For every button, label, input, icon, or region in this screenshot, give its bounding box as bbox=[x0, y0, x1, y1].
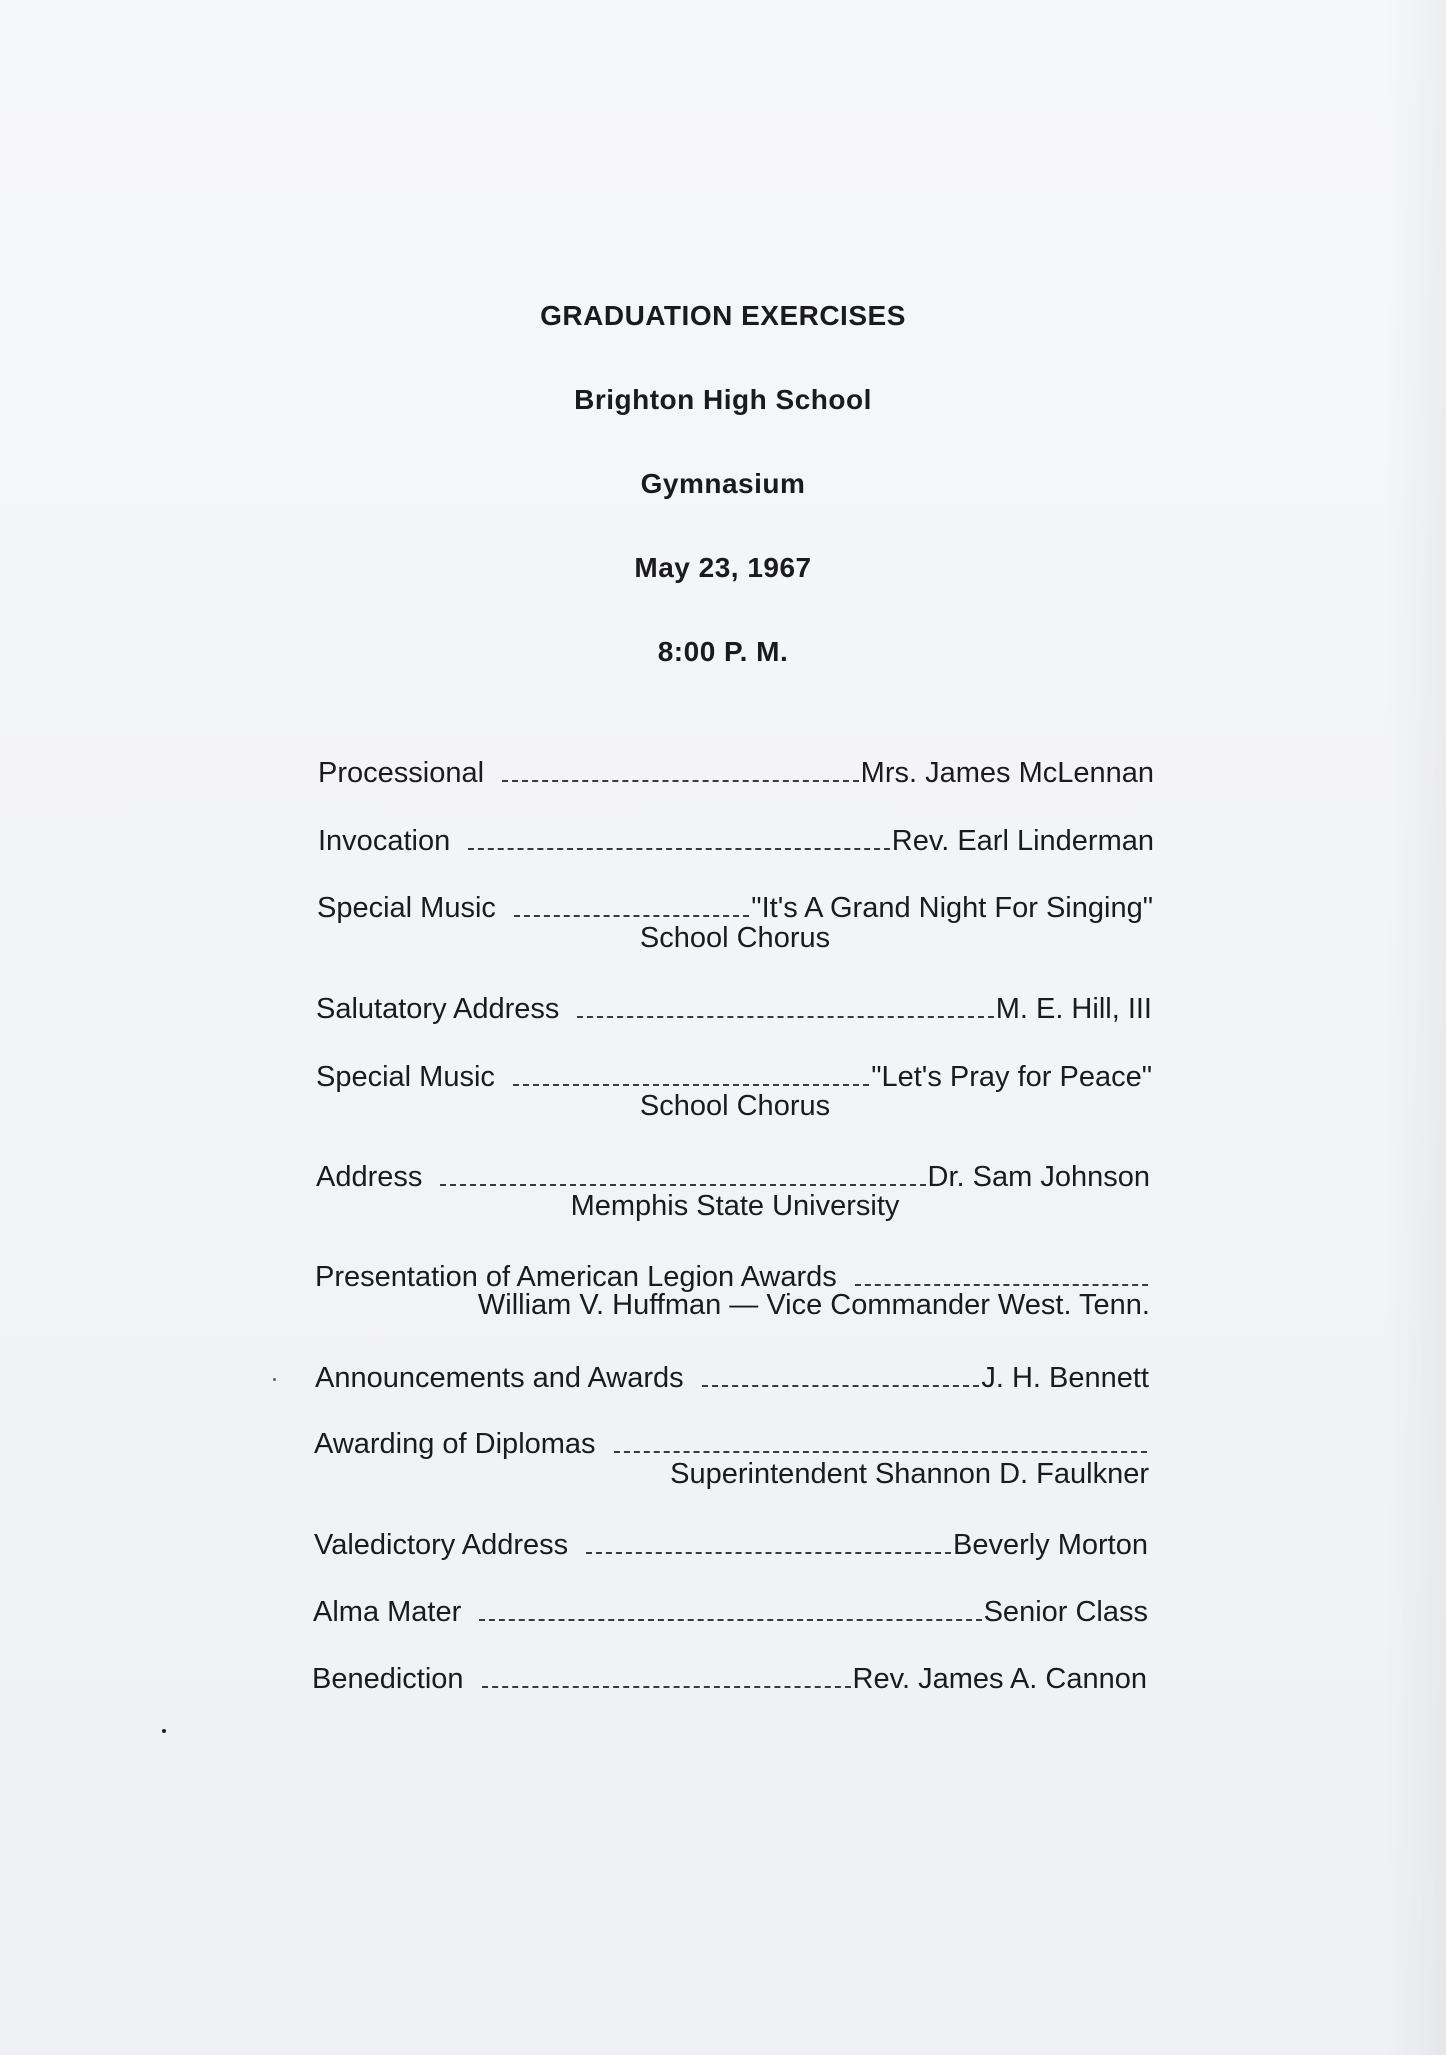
item-label: Valedictory Address bbox=[314, 1529, 569, 1561]
program-item-announcements bbox=[315, 1355, 1149, 1395]
item-value: Senior Class bbox=[983, 1596, 1148, 1628]
item-value: Rev. James A. Cannon bbox=[852, 1663, 1147, 1695]
item-label: Invocation bbox=[318, 825, 451, 857]
item-value: Dr. Sam Johnson bbox=[927, 1161, 1150, 1193]
dot-leader bbox=[482, 1686, 851, 1688]
event-date: May 23, 1967 bbox=[634, 552, 812, 583]
item-subline: Memphis State University bbox=[570, 1190, 900, 1222]
item-value: Mrs. James McLennan bbox=[860, 757, 1154, 789]
title: GRADUATION EXERCISES bbox=[540, 300, 906, 331]
program-item-invocation bbox=[318, 818, 1154, 858]
program-item-special-music bbox=[317, 885, 1153, 925]
program-item-valedictory-address bbox=[314, 1522, 1148, 1562]
item-label: Benediction bbox=[312, 1663, 464, 1695]
item-label: Announcements and Awards bbox=[315, 1362, 684, 1394]
item-label: Salutatory Address bbox=[316, 993, 560, 1025]
item-label: Special Music bbox=[317, 892, 496, 924]
program-item-address bbox=[316, 1154, 1150, 1194]
school-name: Brighton High School bbox=[574, 384, 872, 415]
dot-leader bbox=[702, 1385, 980, 1387]
dot-leader bbox=[586, 1552, 951, 1554]
item-value: "It's A Grand Night For Singing" bbox=[751, 892, 1153, 924]
item-label: Presentation of American Legion Awards bbox=[315, 1261, 837, 1293]
venue: Gymnasium bbox=[640, 468, 806, 499]
dot-leader bbox=[577, 1016, 993, 1018]
event-time: 8:00 P. M. bbox=[657, 636, 789, 667]
item-subline: Superintendent Shannon D. Faulkner bbox=[670, 1458, 1149, 1490]
item-value: M. E. Hill, III bbox=[995, 993, 1152, 1025]
dot-leader bbox=[855, 1284, 1148, 1286]
program-item-diplomas bbox=[314, 1421, 1149, 1461]
item-value: J. H. Bennett bbox=[981, 1362, 1149, 1394]
item-value: Beverly Morton bbox=[952, 1529, 1148, 1561]
paper-speck bbox=[273, 1378, 276, 1381]
program-item-benediction bbox=[312, 1656, 1147, 1696]
dot-leader bbox=[468, 848, 890, 850]
dot-leader bbox=[514, 915, 749, 917]
item-label: Awarding of Diplomas bbox=[314, 1428, 596, 1460]
dot-leader bbox=[513, 1084, 869, 1086]
dot-leader bbox=[614, 1451, 1147, 1453]
dot-leader bbox=[479, 1619, 981, 1621]
program-item-legion-awards bbox=[315, 1254, 1150, 1294]
item-label: Processional bbox=[318, 757, 485, 789]
item-label: Special Music bbox=[316, 1061, 495, 1093]
item-subline: School Chorus bbox=[639, 1090, 831, 1122]
dot-leader bbox=[440, 1184, 925, 1186]
program-item-salutatory-address bbox=[316, 986, 1152, 1026]
dot-leader bbox=[502, 780, 859, 782]
item-label: Address bbox=[316, 1161, 423, 1193]
program-item-alma-mater bbox=[313, 1589, 1148, 1629]
item-subline: William V. Huffman — Vice Commander West. Tenn. bbox=[477, 1289, 1150, 1321]
program-item-special-music bbox=[316, 1054, 1152, 1094]
item-value: "Let's Pray for Peace" bbox=[871, 1061, 1152, 1093]
item-label: Alma Mater bbox=[313, 1596, 462, 1628]
paper-speck bbox=[162, 1729, 166, 1733]
item-subline: School Chorus bbox=[639, 922, 831, 954]
item-value: Rev. Earl Linderman bbox=[891, 825, 1154, 857]
program-item-processional bbox=[318, 750, 1154, 790]
